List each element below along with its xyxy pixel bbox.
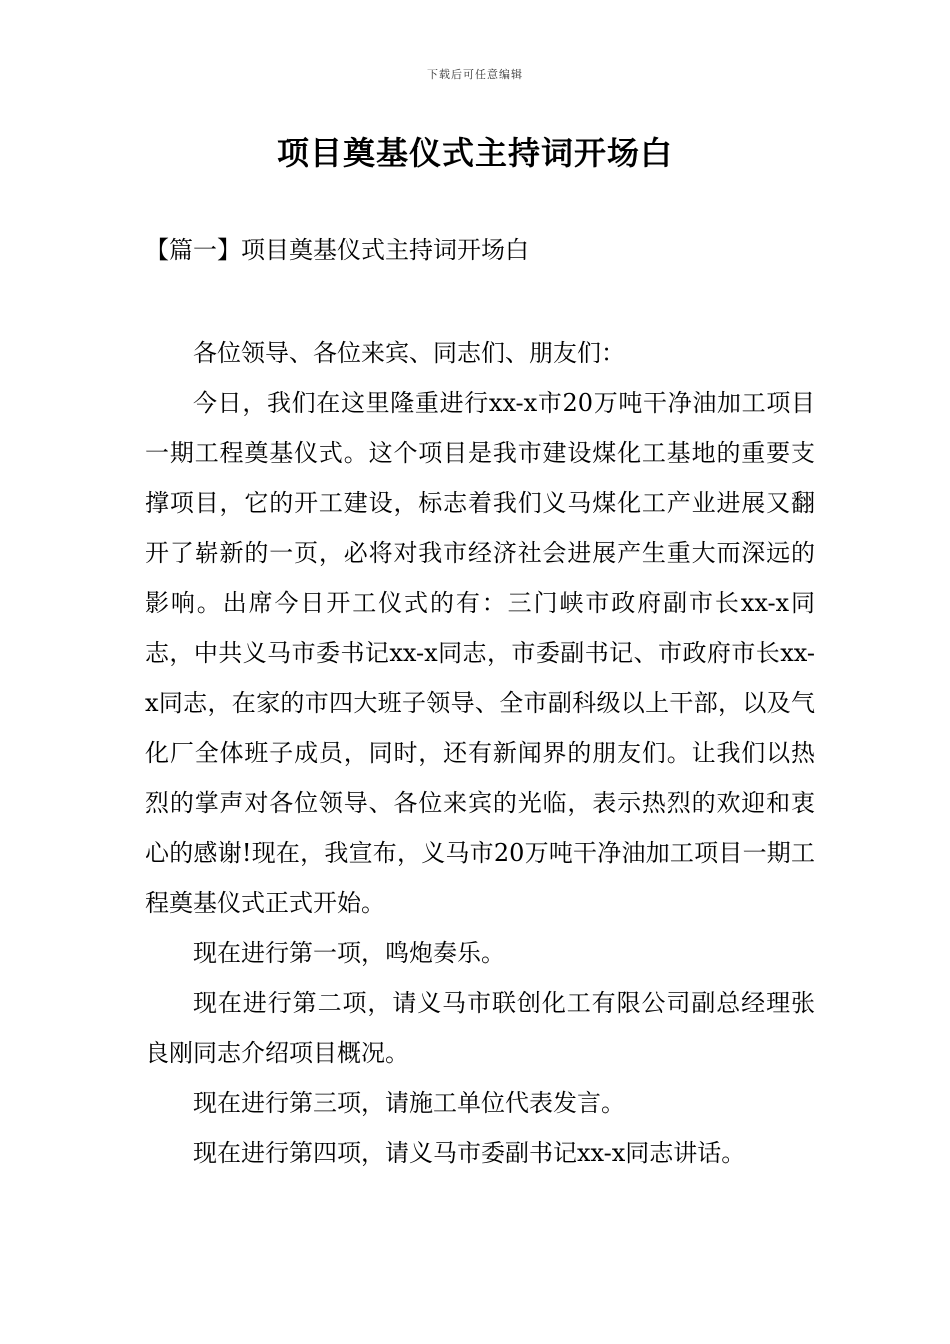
header-note: 下载后可任意编辑 <box>427 68 523 81</box>
paragraph-item-1: 现在进行第一项，鸣炮奏乐。 <box>193 939 505 967</box>
paragraph-item-2: 现在进行第二项，请义马市联创化工有限公司副总经理张良刚同志介绍项目概况。 <box>145 989 815 1067</box>
paragraph-item-4: 现在进行第四项，请义马市委副书记xx-x同志讲话。 <box>193 1139 746 1167</box>
document-title: 项目奠基仪式主持词开场白 <box>276 134 673 172</box>
section-heading: 【篇一】项目奠基仪式主持词开场白 <box>145 236 529 264</box>
paragraph-item-3: 现在进行第三项，请施工单位代表发言。 <box>193 1089 625 1117</box>
paragraph-opening: 今日，我们在这里隆重进行xx-x市20万吨干净油加工项目一期工程奠基仪式。这个项目是我市建设煤化工基地的重要支撑项目，它的开工建设，标志着我们义马煤化工产业进展又翻开了崭新的一页，必将对我市经济社会进展产生重大而深远的影响。出席今日开工仪式的有：三门峡市政府副市长xx-x同志，中共义马市委书记xx-x同志，市委副书记、市政府市长xx-x同志，在家的市四大班子领导、全市副科级以上干部，以及气化厂全体班子成员，同时，还有新闻界的朋友们。让我们以热烈的掌声对各位领导、各位来宾的光临，表示热烈的欢迎和衷心的感谢!现在，我宣布，义马市20万吨干净油加工项目一期工程奠基仪式正式开始。 <box>145 389 815 917</box>
document-body <box>145 328 815 1178</box>
paragraph-greeting: 各位领导、各位来宾、同志们、朋友们： <box>193 339 625 367</box>
